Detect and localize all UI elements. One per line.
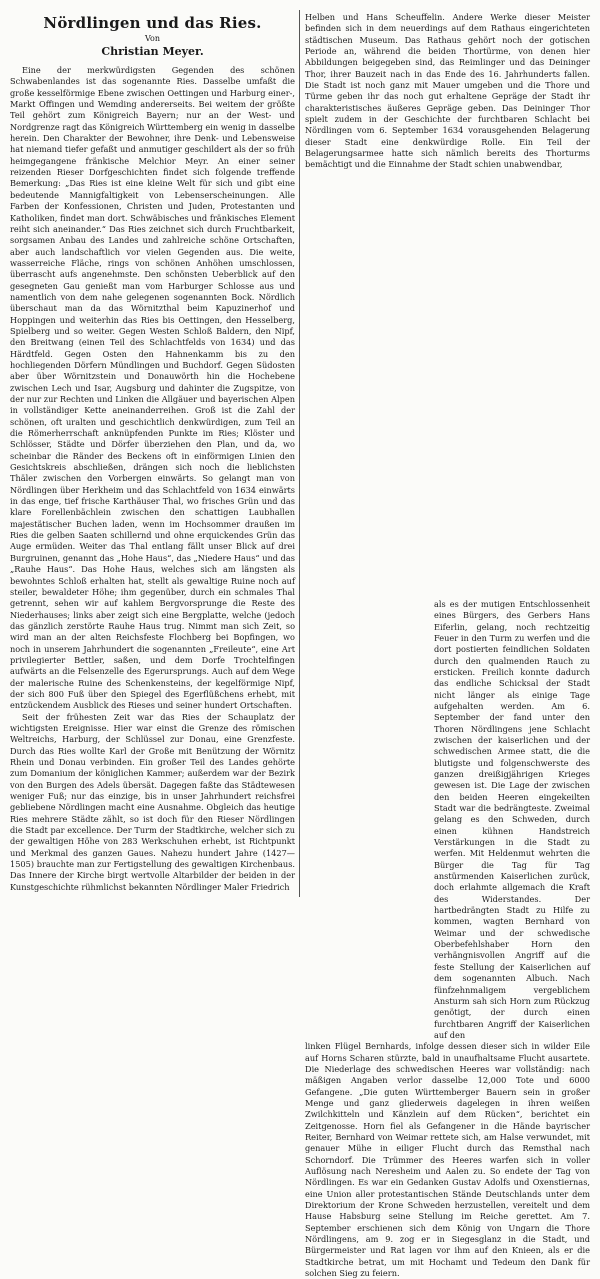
column-divider <box>299 10 300 897</box>
illustration-placeholder <box>305 173 423 597</box>
body-paragraph: linken Flügel Bernhards, infolge dessen dieser sich in wilder Eile auf Horns Scharen stürzte, bald in unaufhaltsame Flucht ausartete. Die Niederlage des schwedischen Heeres war vollständig: nach mäßigen Angaben verlor dasselbe 12,000 Tote und 6000 Gefangene. „Die guten Württemberger Bauern sein in großer Menge und ganz gliederweis dagelegen in ihren weißen Zwilchkitteln und Känzlein auf dem Rücken“, berichtet ein Zeitgenosse. Horn fiel als Gefangener in die Hände bayrischer Reiter, Bernhard von Weimar rettete sich, am Halse verwundet, mit genauer Mühe in eiliger Flucht durch das Remsthal nach Schorndorf. Die Trümmer des Heeres warfen sich in voller Auflösung nach Neresheim und Aalen zu. So endete der Tag von Nördlingen. Es war ein Gedanken Gustav Adolfs und Oxenstiernas, eine Union aller protestantischen Stände Deutschlands unter dem Direktorium der Krone Schweden herzustellen, vereitelt und dem Hause Habsburg seine Stellung im Reiche gerettet. Am 7. September erschienen sich dem König von Ungarn die Thore Nördlingens, am 9. zog er in Siegesglanz in die Stadt, und Bürgermeister und Rat lagen vor ihm auf den Knieen, als er die Stadtkirche betrat, um mit Hochamt und Tedeum den Dank für solchen Sieg zu feiern. <box>305 1041 590 1279</box>
article-title: Nördlingen und das Ries. <box>43 14 262 32</box>
illustration-area <box>305 171 590 1041</box>
narrow-text-column <box>434 599 590 1041</box>
article-author: Christian Meyer. <box>101 44 204 58</box>
body-paragraph: Seit der frühesten Zeit war das Ries der Schauplatz der wichtigsten Ereignisse. Hier war einst die Grenze des römischen Weltreichs, Harburg, der Schlüssel zur Donau, eine Grenzfeste. Durch das Ries wollte Karl der Große mit Benützung der Wörnitz Rhein und Donau verbinden. Ein großer Teil des Landes gehörte zum Domanium der königlichen Kammer; außerdem war der Bezirk von den Burgen des Adels übersät. Dagegen faßte das Städtewesen weniger Fuß; nur das einzige, bis in unser Jahrhundert reichsfrei gebliebene Nördlingen macht eine Ausnahme. Obgleich das heutige Ries mehrere Städte zählt, so ist doch für den Rieser Nördlingen die Stadt par excellence. Der Turm der Stadtkirche, welcher sich zu der gewaltigen Höhe von 283 Werkschuhen erhebt, ist Richtpunkt und Merkmal des ganzen Gaues. Nahezu hundert Jahre (1427—1505) brauchte man zur Fertigstellung des gewaltigen Kirchenbaus. Das Innere der Kirche birgt wertvolle Altarbilder der beiden in der Kunstgeschichte rühmlichst bekannten Nördlinger Maler Friedrich <box>10 711 295 892</box>
right-column <box>305 12 590 1279</box>
left-column <box>10 12 295 899</box>
body-paragraph: als es der mutigen Entschlossenheit eines Bürgers, des Gerbers Hans Eiferlin, gelang, noch rechtzeitig Feuer in den Turm zu werfen und die dort postierten feindlichen Soldaten durch den qualmenden Rauch zu ersticken. Freilich konnte dadurch das endliche Schicksal der Stadt nicht länger als einige Tage aufgehalten werden. Am 6. September der fand unter den Thoren Nördlingens jene Schlacht zwischen der kaiserlichen und der schwedischen Armee statt, die die blutigste und folgenschwerste des ganzen dreißigjährigen Krieges gewesen ist. Die Lage der zwischen den beiden Heeren eingekeilten Stadt war die bedrängteste. Zweimal gelang es den Schweden, durch einen kühnen Handstreich Verstärkungen in die Stadt zu werfen. Mit Heldenmut wehrten die Bürger die Tag für Tag anstürmenden Kaiserlichen zurück, doch erlahmte allgemach die Kraft des Widerstandes. Der hartbedrängten Stadt zu Hilfe zu kommen, wagten Bernhard von Weimar und der schwedische Oberbefehlshaber Horn den verhängnisvollen Angriff auf die feste Stellung der Kaiserlichen auf dem sogenannten Albuch. Nach fünfzehnmaligem vergeblichem Ansturm sah sich Horn zum Rückzug genötigt, der durch einen furchtbaren Angriff der Kaiserlichen auf den <box>434 598 590 1040</box>
body-paragraph: Helben und Hans Scheuffelin. Andere Werke dieser Meister befinden sich in dem neuerdings auf dem Rathaus eingerichteten städtischen Museum. Das Rathaus gehört noch der gotischen Periode an, während die beiden Thortürme, von denen hier Abbildungen beigegeben sind, das Reimlinger und das Deininger Thor, ihrer Bauzeit nach in das Ende des 16. Jahrhunderts fallen. Die Stadt ist noch ganz mit Mauer umgeben und die Thore und Türme geben ihr das noch gut erhaltene Gepräge der Stadt ihr charakteristisches äußeres Gepräge geben. Das Deininger Thor spielt zudem in der Geschichte der furchtbaren Schlacht bei Nördlingen vom 6. September 1634 vorausgehenden Belagerung dieser Stadt eine denkwürdige Rolle. Ein Teil der Belagerungsarmee hatte sich nämlich bereits des Thorturms bemächtigt und die Einnahme der Stadt schien unabwendbar, <box>305 12 590 170</box>
byline-von: Von <box>144 34 160 44</box>
body-paragraph: Eine der merkwürdigsten Gegenden des schönen Schwabenlandes ist das sogenannte Ries. Dasselbe umfaßt die große kesselförmige Ebene zwischen Oettingen und Harburg einer-, Markt Offingen und Wemding andererseits. Bei weitem der größte Teil gehört zum Königreich Bayern; nur an der West- und Nordgrenze ragt das Königreich Württemberg ein wenig in dasselbe herein. Den Charakter der Bewohner, ihre Denk- und Lebensweise hat niemand tiefer gefaßt und anmutiger geschildert als der so früh heimgegangene fränkische Melchior Meyr. An einer seiner reizenden Rieser Dorfgeschichten findet sich folgende treffende Bemerkung: „Das Ries ist eine kleine Welt für sich und gibt eine bedeutende Mannigfaltigkeit von Lebenserscheinungen. Alle Farben der Konfessionen, Christen und Juden, Protestanten und Katholiken, findet man dort. Schwäbisches und fränkisches Element reiht sich aneinander.“ Das Ries zeichnet sich durch Fruchtbarkeit, sorgsamen Anbau des Landes und zahlreiche schöne Ortschaften, aber auch landschaftlich vor vielen Gegenden aus. Die weite, wasserreiche Fläche, rings von schönen Anhöhen umschlossen, überrascht aufs angenehmste. Den schönsten Ueberblick auf den gesegneten Gau genießt man vom Harburger Schlosse aus und namentlich von dem nahe gelegenen sogenannten Bock. Nördlich überschaut man da das Wörnitzthal beim Kapuzinerhof und Hoppingen und weiterhin das Ries bis Oettingen, den Hesselberg, Spielberg und so weiter. Gegen Westen Schloß Baldern, den Nipf, den Breitwang (einen Teil des Schlachtfelds von 1634) und das Härdtfeld. Gegen Osten den Hahnenkamm bis zu den hochliegenden Dörfern Mündlingen und Buchdorf. Gegen Südosten aber über Wörnitzstein und Donauwörth hin die Hochebene zwischen Lech und Isar, Augsburg und dahinter die Zugspitze, von der nur zur Rechten und Linken die Allgäuer und bayerischen Alpen in vollständiger Kette aneinanderreihen. Groß ist die Zahl der schönen, oft uralten und geschichtlich denkwürdigen, zum Teil an die Römerherrschaft anknüpfenden Punkte im Ries; Klöster und Schlösser, Städte und Dörfer überziehen den Plan, und da, wo scheinbar die Ränder des Beckens oft in einförmigen Linien den Gesichtskreis abschließen, drängen sich noch die lieblichsten Thäler zwischen den Vorbergen einwärts. So gelangt man von Nördlingen über Herkheim und das Schlachtfeld von 1634 einwärts in das enge, tief frische Karthäuser Thal, wo frisches Grün und das klare Forellenbächlein zwischen den schattigen Laubhallen majestätischer Buchen laden, wenn im Hochsommer draußen im Ries die gelben Saaten schillernd und ohne erquickendes Grün das Auge ermüden. Weiter das Thal entlang fällt unser Blick auf drei Burgruinen, genannt das „Hohe Haus“, das „Niedere Haus“ und das „Rauhe Haus“. Das Hohe Haus, welches sich am längsten als bewohntes Schloß erhalten hat, stellt als gewaltige Ruine noch auf steiler, bewaldeter Höhe; ihm gegenüber, durch ein schmales Thal getrennt, sehen wir auf kahlem Bergvorsprunge die Reste des Niederhauses; links aber zeigt sich eine Bergplatte, welche (jedoch das gänzlich zerstörte Rauhe Haus trug. Nimmt man sich Zeit, so wird man an der alten Reichsfeste Flochberg bei Bopfingen, wo noch in unserem Jahrhundert die sogenannten „Freileute“, eine Art privilegierter Bettler, saßen, und dem Dorfe Trochtelfingen aufwärts an die Felsenzelle des Egerursprungs. Auch auf dem Wege der malerische Ruine des Schenkensteins, der kegelförmige Nipf, der sich 800 Fuß über den Spiegel des Egerflüßchens erhebt, mit entzückendem Ausblick des Rieses und seiner hundert Ortschaften. <box>10 65 295 711</box>
